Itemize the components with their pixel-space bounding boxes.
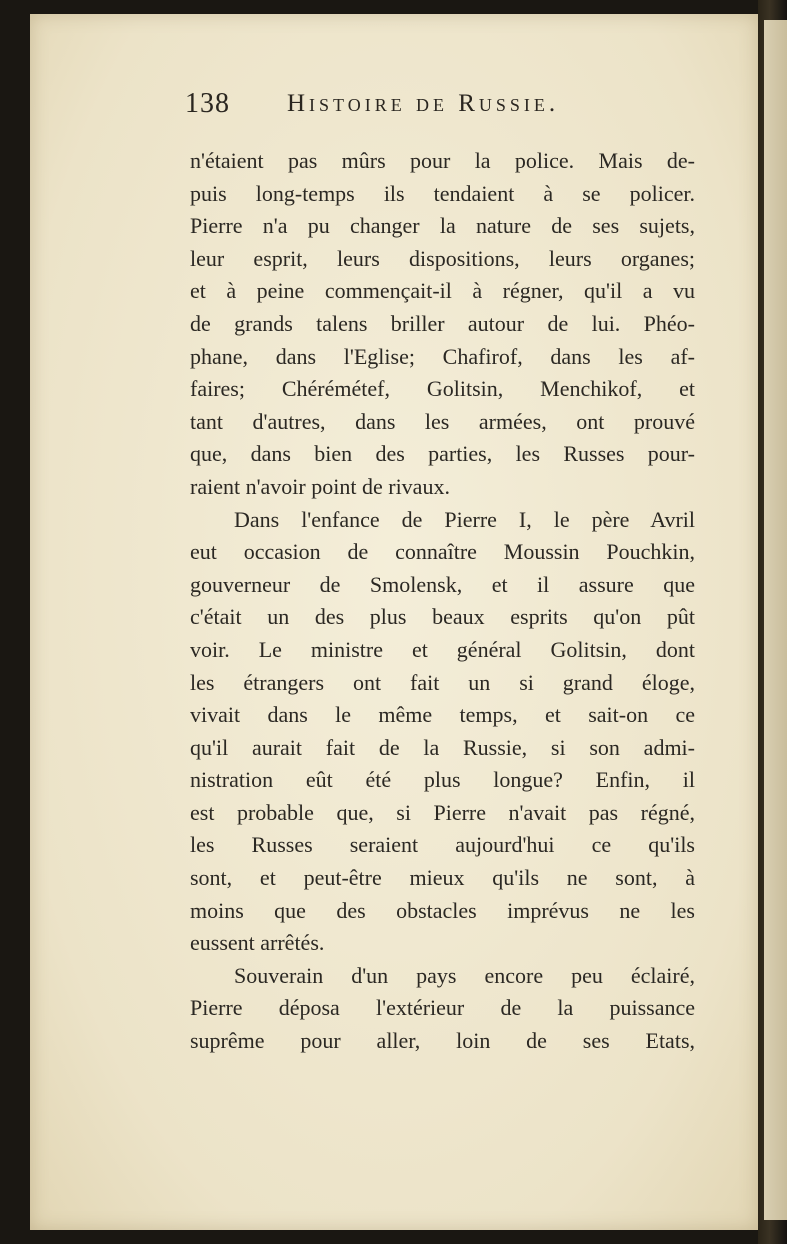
text-line: puis long-temps ils tendaient à se policer. [190,180,695,206]
text-line: Souverain d'un pays encore peu éclairé, [234,962,695,988]
text-line: eut occasion de connaître Moussin Pouchkin, [190,539,695,565]
text-line: eussent arrêtés. [190,930,325,956]
text-line: raient n'avoir point de rivaux. [190,473,450,499]
text-line: les étrangers ont fait un si grand éloge, [190,669,695,695]
text-line: qu'il aurait fait de la Russie, si son admi- [190,734,695,760]
text-line: de grands talens briller autour de lui. Phéo- [190,310,695,336]
body-text [190,145,695,1058]
page-number: 138 [185,88,230,119]
text-line: Pierre n'a pu changer la nature de ses sujets, [190,213,695,239]
running-head: Histoire de Russie. [287,90,560,117]
text-line: que, dans bien des parties, les Russes pour- [190,441,695,467]
text-line: faires; Chérémétef, Golitsin, Menchikof, et [190,376,695,402]
text-line: est probable que, si Pierre n'avait pas régné, [190,799,695,825]
text-line: tant d'autres, dans les armées, ont prouvé [190,408,695,434]
text-line: nistration eût été plus longue? Enfin, il [190,767,695,793]
text-line: sont, et peut-être mieux qu'ils ne sont, à [190,865,695,891]
text-line: c'était un des plus beaux esprits qu'on pût [190,604,695,630]
text-line: voir. Le ministre et général Golitsin, dont [190,636,695,662]
text-line: Dans l'enfance de Pierre I, le père Avril [234,506,695,532]
text-line: moins que des obstacles imprévus ne les [190,897,695,923]
text-line: leur esprit, leurs dispositions, leurs organes; [190,245,695,271]
text-line: et à peine commençait-il à régner, qu'il a vu [190,278,695,304]
facing-page-edge [764,20,787,1220]
text-line: Pierre déposa l'extérieur de la puissance [190,995,695,1021]
text-line: vivait dans le même temps, et sait-on ce [190,702,695,728]
text-line: suprême pour aller, loin de ses Etats, [190,1028,695,1054]
text-line: gouverneur de Smolensk, et il assure que [190,571,695,597]
page-header [185,88,695,128]
text-line: phane, dans l'Eglise; Chafirof, dans les af- [190,343,695,369]
text-line: n'étaient pas mûrs pour la police. Mais de- [190,148,695,173]
text-line: les Russes seraient aujourd'hui ce qu'ils [190,832,695,858]
